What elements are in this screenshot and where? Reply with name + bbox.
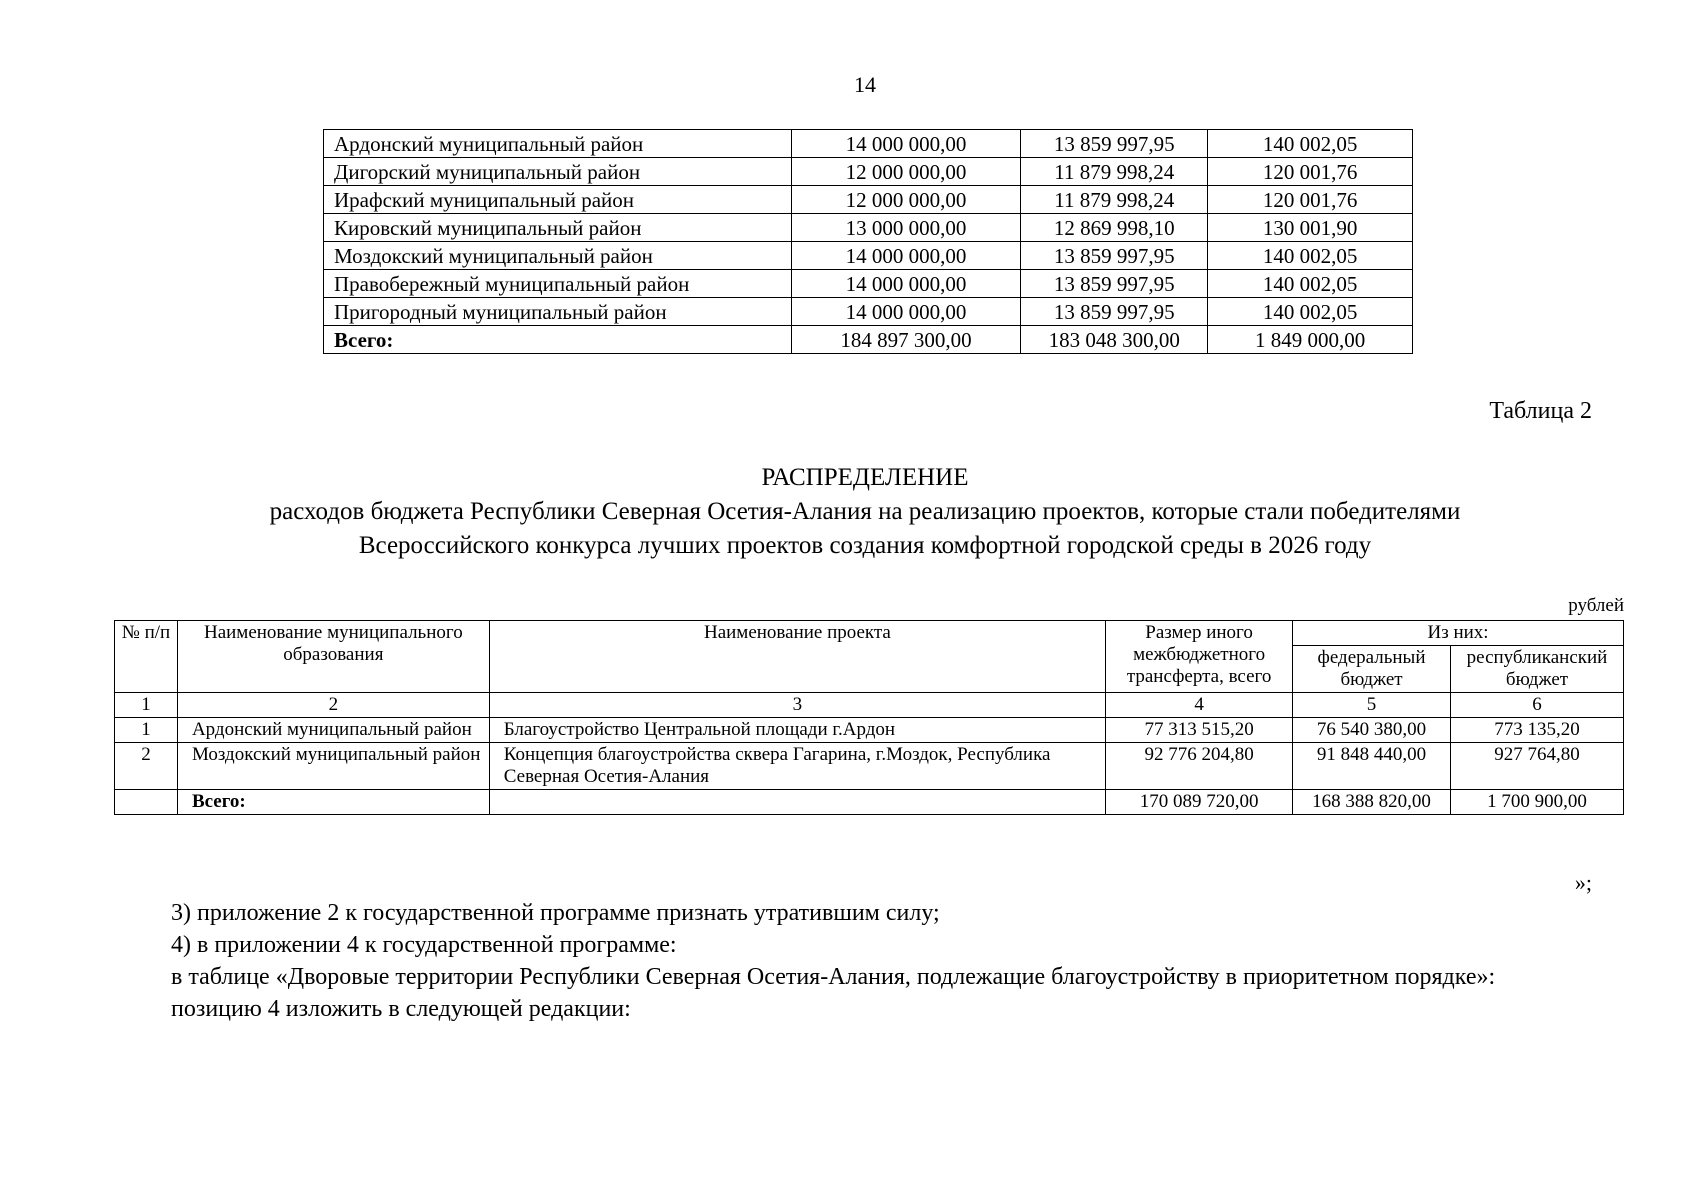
- row-municipality: Ардонский муниципальный район: [177, 718, 489, 743]
- row-name: Ирафский муниципальный район: [324, 186, 792, 214]
- row-project: Концепция благоустройства сквера Гагарина, г.Моздок, Республика Северная Осетия-Алания: [489, 743, 1105, 790]
- row-name: Всего:: [324, 326, 792, 354]
- quote-end-mark: »;: [1574, 870, 1592, 895]
- table-total-row: [115, 790, 1624, 815]
- row-name: Моздокский муниципальный район: [324, 242, 792, 270]
- col-number: 5: [1293, 693, 1451, 718]
- row-total: 14 000 000,00: [791, 270, 1021, 298]
- row-federal: 11 879 998,24: [1021, 186, 1208, 214]
- row-project: Благоустройство Центральной площади г.Ардон: [489, 718, 1105, 743]
- row-republic: 773 135,20: [1451, 718, 1624, 743]
- total-republic: 1 700 900,00: [1451, 790, 1624, 815]
- row-name: Пригородный муниципальный район: [324, 298, 792, 326]
- row-total: 184 897 300,00: [791, 326, 1021, 354]
- row-federal: 13 859 997,95: [1021, 242, 1208, 270]
- total-empty-cell: [489, 790, 1105, 815]
- header-project: Наименование проекта: [489, 621, 1105, 693]
- header-num: № п/п: [115, 621, 178, 693]
- row-federal: 13 859 997,95: [1021, 130, 1208, 158]
- table-row: [324, 186, 1413, 214]
- row-num: 2: [115, 743, 178, 790]
- row-total: 14 000 000,00: [791, 298, 1021, 326]
- row-federal: 76 540 380,00: [1293, 718, 1451, 743]
- paragraph: 4) в приложении 4 к государственной программе:: [171, 932, 677, 958]
- row-name: Кировский муниципальный район: [324, 214, 792, 242]
- col-number: 4: [1106, 693, 1293, 718]
- row-republic: 1 849 000,00: [1208, 326, 1413, 354]
- table-row: [115, 718, 1624, 743]
- row-republic: 140 002,05: [1208, 242, 1413, 270]
- row-num: 1: [115, 718, 178, 743]
- body-text: [114, 897, 1594, 1025]
- row-republic: 140 002,05: [1208, 130, 1413, 158]
- paragraph: позицию 4 изложить в следующей редакции:: [171, 996, 631, 1022]
- total-transfer: 170 089 720,00: [1106, 790, 1293, 815]
- header-of-which: Из них:: [1293, 621, 1624, 646]
- page-number: 14: [854, 72, 876, 97]
- row-total: 12 000 000,00: [791, 158, 1021, 186]
- table-row: [324, 270, 1413, 298]
- row-total: 12 000 000,00: [791, 186, 1021, 214]
- paragraph: в таблице «Дворовые территории Республики Северная Осетия-Алания, подлежащие благоустройству в приоритетном порядке»:: [171, 964, 1496, 990]
- table-row: [324, 242, 1413, 270]
- row-republic: 130 001,90: [1208, 214, 1413, 242]
- col-number: 6: [1451, 693, 1624, 718]
- total-label: Всего:: [177, 790, 489, 815]
- table-row: [115, 743, 1624, 790]
- table-row: [324, 214, 1413, 242]
- row-republic: 120 001,76: [1208, 186, 1413, 214]
- col-number: 1: [115, 693, 178, 718]
- heading-title: РАСПРЕДЕЛЕНИЕ: [761, 464, 969, 491]
- col-number: 2: [177, 693, 489, 718]
- row-federal: 13 859 997,95: [1021, 270, 1208, 298]
- table-total-row: [324, 326, 1413, 354]
- table-row: [324, 158, 1413, 186]
- row-federal: 183 048 300,00: [1021, 326, 1208, 354]
- column-numbers-row: [115, 693, 1624, 718]
- row-federal: 11 879 998,24: [1021, 158, 1208, 186]
- heading-line-3: Всероссийского конкурса лучших проектов создания комфортной городской среды в 2026 году: [358, 532, 1372, 559]
- total-empty-cell: [115, 790, 178, 815]
- table-row: [324, 130, 1413, 158]
- table-row: [324, 298, 1413, 326]
- row-total: 14 000 000,00: [791, 130, 1021, 158]
- row-republic: 140 002,05: [1208, 270, 1413, 298]
- table-2-heading: [0, 461, 1697, 563]
- heading-line-2: расходов бюджета Республики Северная Осетия-Алания на реализацию проектов, которые стали победителями: [269, 498, 1461, 525]
- row-total: 13 000 000,00: [791, 214, 1021, 242]
- row-municipality: Моздокский муниципальный район: [177, 743, 489, 790]
- row-federal: 12 869 998,10: [1021, 214, 1208, 242]
- row-name: Правобережный муниципальный район: [324, 270, 792, 298]
- row-transfer: 77 313 515,20: [1106, 718, 1293, 743]
- table-2-label: Таблица 2: [1489, 398, 1592, 424]
- budget-table-1: [323, 129, 1413, 354]
- row-total: 14 000 000,00: [791, 242, 1021, 270]
- row-federal: 91 848 440,00: [1293, 743, 1451, 790]
- total-federal: 168 388 820,00: [1293, 790, 1451, 815]
- row-name: Дигорский муниципальный район: [324, 158, 792, 186]
- header-municipality: Наименование муниципального образования: [177, 621, 489, 693]
- header-transfer: Размер иного межбюджетного трансферта, всего: [1106, 621, 1293, 693]
- header-republic: республиканский бюджет: [1451, 646, 1624, 693]
- col-number: 3: [489, 693, 1105, 718]
- unit-label: рублей: [1568, 595, 1624, 616]
- row-transfer: 92 776 204,80: [1106, 743, 1293, 790]
- row-republic: 927 764,80: [1451, 743, 1624, 790]
- table-header-row: [115, 621, 1624, 646]
- row-federal: 13 859 997,95: [1021, 298, 1208, 326]
- row-republic: 140 002,05: [1208, 298, 1413, 326]
- row-republic: 120 001,76: [1208, 158, 1413, 186]
- budget-table-2: [114, 620, 1624, 815]
- row-name: Ардонский муниципальный район: [324, 130, 792, 158]
- header-federal: федеральный бюджет: [1293, 646, 1451, 693]
- paragraph: 3) приложение 2 к государственной программе признать утратившим силу;: [171, 900, 940, 926]
